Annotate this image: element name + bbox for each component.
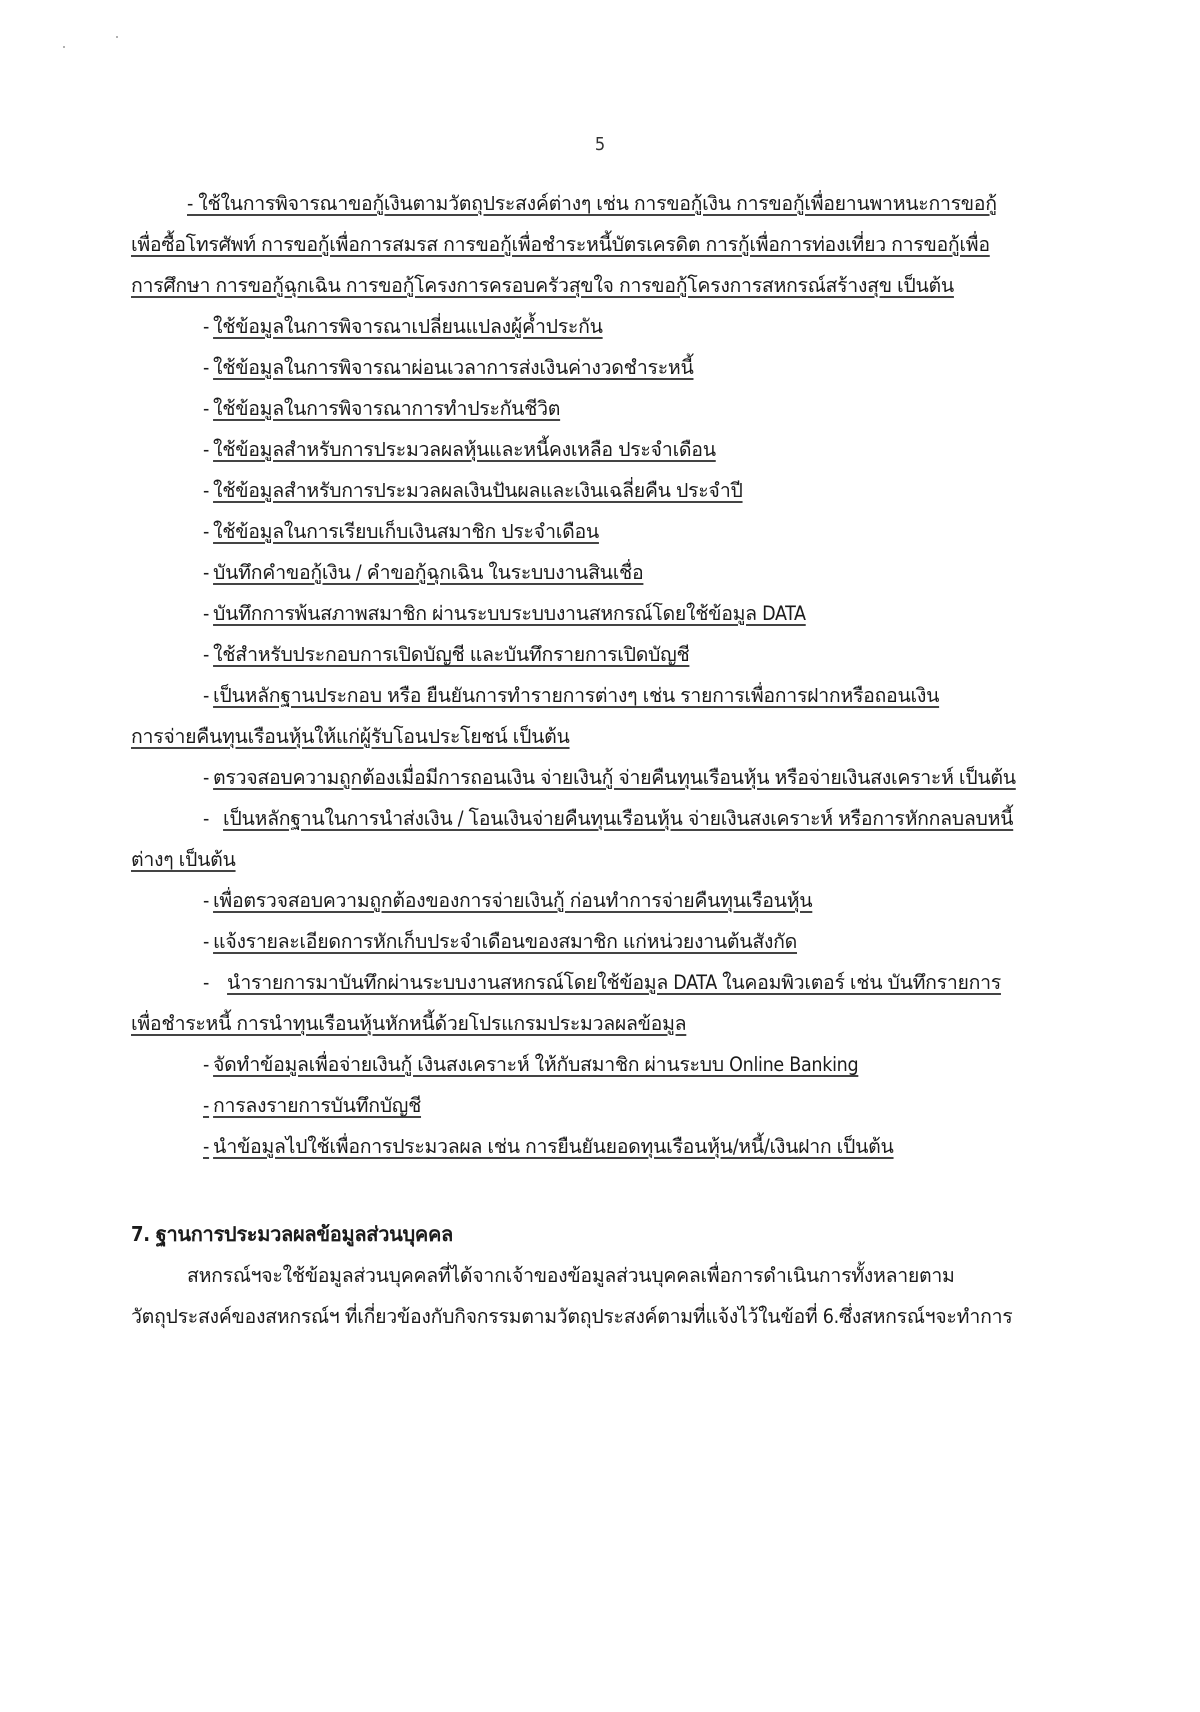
bullet-dash: - (203, 1135, 210, 1158)
bullet-dash: - (203, 561, 210, 584)
list-item-text: นำข้อมูลไปใช้เพื่อการประมวลผล เช่น การยืนยันยอดทุนเรือนหุ้น/หนี้/เงินฝาก เป็นต้น (213, 1135, 894, 1158)
bullet-dash: - (203, 971, 210, 994)
bullet-dash: - (203, 889, 210, 912)
list-item (203, 928, 797, 956)
list-item-text: จัดทำข้อมูลเพื่อจ่ายเงินกู้ เงินสงเคราะห์ ให้กับสมาชิก ผ่านระบบ Online Banking (213, 1053, 859, 1076)
bullet-dash: - (203, 643, 210, 666)
list-item-transfer-line1 (203, 805, 1013, 833)
list-item-loan-purposes-line2: เพื่อซื้อโทรศัพท์ การขอกู้เพื่อการสมรส การขอกู้เพื่อชำระหนี้บัตรเครดิต การกู้เพื่อการท่องเที่ยว การขอกู้เพื่อ (131, 233, 990, 256)
list-item (203, 518, 599, 546)
list-item (203, 600, 806, 628)
list-item (203, 436, 716, 464)
bullet-dash: - (203, 315, 210, 338)
list-item-transfer-line2: ต่างๆ เป็นต้น (131, 848, 236, 871)
scan-speck (116, 36, 118, 38)
list-item-text: บันทึกคำขอกู้เงิน / คำขอกู้ฉุกเฉิน ในระบบงานสินเชื่อ (213, 561, 644, 584)
list-item (203, 1092, 421, 1120)
page-number: 5 (594, 134, 606, 155)
section-paragraph-line2: วัตถุประสงค์ของสหกรณ์ฯ ที่เกี่ยวข้องกับกิจกรรมตามวัตถุประสงค์ตามที่แจ้งไว้ในข้อที่ 6.ซึ่งสหกรณ์ฯจะทำการ (131, 1305, 1013, 1328)
list-item-text: ใช้สำหรับประกอบการเปิดบัญชี และบันทึกรายการเปิดบัญชี (213, 643, 690, 666)
bullet-dash: - (203, 356, 210, 379)
list-item-loan-purposes-line1: - ใช้ในการพิจารณาขอกู้เงินตามวัตถุประสงค์ต่างๆ เช่น การขอกู้เงิน การขอกู้เพื่อยานพาหนะการขอกู้ (187, 192, 997, 215)
list-item (203, 354, 693, 382)
bullet-dash: - (203, 807, 210, 830)
list-item-text: แจ้งรายละเอียดการหักเก็บประจำเดือนของสมาชิก แก่หน่วยงานต้นสังกัด (213, 930, 798, 953)
list-item-text: นำรายการมาบันทึกผ่านระบบงานสหกรณ์โดยใช้ข้อมูล DATA ในคอมพิวเตอร์ เช่น บันทึกรายการ (227, 971, 1001, 994)
list-item-text: ใช้ข้อมูลในการพิจารณาเปลี่ยนแปลงผู้ค้ำประกัน (213, 315, 603, 338)
list-item (203, 887, 812, 915)
list-item (203, 1133, 894, 1161)
list-item-loan-purposes-line3: การศึกษา การขอกู้ฉุกเฉิน การขอกู้โครงการครอบครัวสุขใจ การขอกู้โครงการสหกรณ์สร้างสุข เป็นต้น (131, 274, 954, 297)
list-item-text: ตรวจสอบความถูกต้องเมื่อมีการถอนเงิน จ่ายเงินกู้ จ่ายคืนทุนเรือนหุ้น หรือจ่ายเงินสงเคราะห์ เป็นต้น (213, 766, 1016, 789)
list-item-text: ใช้ข้อมูลสำหรับการประมวลผลเงินปันผลและเงินเฉลี่ยคืน ประจำปี (213, 479, 743, 502)
list-item-text: ใช้ข้อมูลในการเรียบเก็บเงินสมาชิก ประจำเดือน (213, 520, 599, 543)
list-item (203, 1051, 858, 1079)
list-item-evidence-line2: การจ่ายคืนทุนเรือนหุ้นให้แก่ผู้รับโอนประโยชน์ เป็นต้น (131, 725, 570, 748)
list-item (203, 477, 743, 505)
list-item-record-line1 (203, 969, 1001, 997)
list-item-text: ใช้ข้อมูลสำหรับการประมวลผลหุ้นและหนี้คงเหลือ ประจำเดือน (213, 438, 716, 461)
list-item-evidence-line1 (203, 682, 939, 710)
bullet-dash: - (203, 438, 210, 461)
bullet-dash: - (203, 1053, 210, 1076)
list-item (203, 313, 603, 341)
section-paragraph-line1: สหกรณ์ฯจะใช้ข้อมูลส่วนบุคคลที่ได้จากเจ้าของข้อมูลส่วนบุคคลเพื่อการดำเนินการทั้งหลายตาม (187, 1264, 955, 1287)
bullet-dash: - (203, 1094, 210, 1117)
list-item-text: ใช้ข้อมูลในการพิจารณาการทำประกันชีวิต (213, 397, 561, 420)
list-item-record-line2: เพื่อชำระหนี้ การนำทุนเรือนหุ้นหักหนี้ด้วยโปรแกรมประมวลผลข้อมูล (131, 1012, 687, 1035)
list-item-verify (203, 764, 1016, 792)
list-item-text: เป็นหลักฐานประกอบ หรือ ยืนยันการทำรายการต่างๆ เช่น รายการเพื่อการฝากหรือถอนเงิน (213, 684, 940, 707)
list-item (203, 559, 643, 587)
section-heading: 7. ฐานการประมวลผลข้อมูลส่วนบุคคล (131, 1222, 454, 1246)
scan-speck (63, 46, 65, 48)
list-item-text: เพื่อตรวจสอบความถูกต้องของการจ่ายเงินกู้ ก่อนทำการจ่ายคืนทุนเรือนหุ้น (213, 889, 813, 912)
list-item-text: บันทึกการพ้นสภาพสมาชิก ผ่านระบบระบบงานสหกรณ์โดยใช้ข้อมูล DATA (213, 602, 806, 625)
bullet-dash: - (203, 766, 210, 789)
bullet-dash: - (203, 397, 210, 420)
list-item (203, 395, 560, 423)
list-item-text: ใช้ข้อมูลในการพิจารณาผ่อนเวลาการส่งเงินค่างวดชำระหนี้ (213, 356, 694, 379)
bullet-dash: - (203, 684, 210, 707)
list-item-text: เป็นหลักฐานในการนำส่งเงิน / โอนเงินจ่ายคืนทุนเรือนหุ้น จ่ายเงินสงเคราะห์ หรือการหักกลบลบหนี้ (223, 807, 1014, 830)
bullet-dash: - (203, 520, 210, 543)
bullet-dash: - (203, 930, 210, 953)
bullet-dash: - (203, 479, 210, 502)
bullet-dash: - (203, 602, 210, 625)
list-item-text: การลงรายการบันทึกบัญชี (213, 1094, 422, 1117)
list-item (203, 641, 689, 669)
